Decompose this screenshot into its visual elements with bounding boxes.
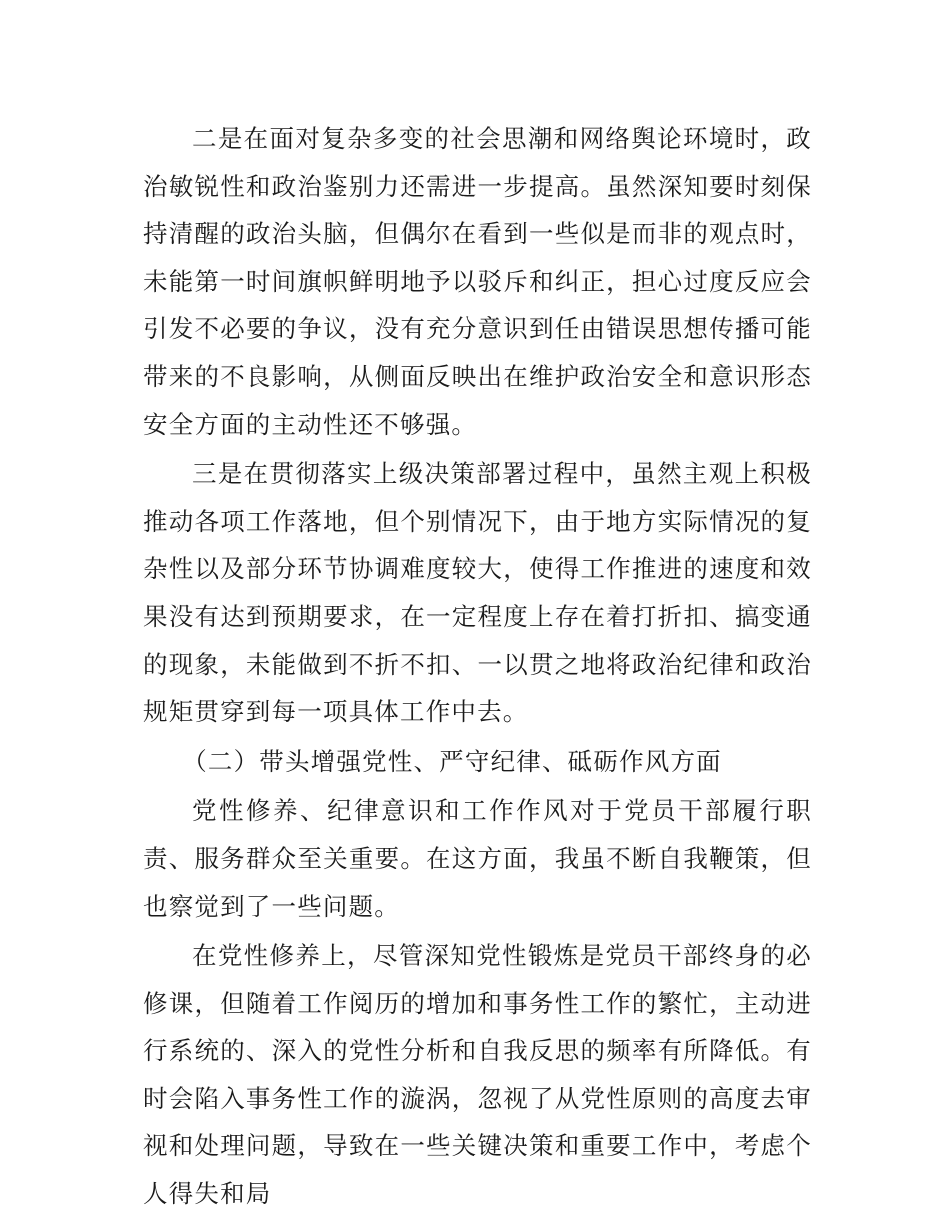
document-page: [143, 115, 812, 1218]
paragraph-party-cultivation: 在党性修养上，尽管深知党性锻炼是党员干部终身的必修课，但随着工作阅历的增加和事务性工作的繁忙，主动进行系统的、深入的党性分析和自我反思的频率有所降低。有时会陷入事务性工作的漩涡，忽视了从党性原则的高度去审视和处理问题，导致在一些关键决策和重要工作中，考虑个人得失和局: [143, 941, 812, 1209]
section-heading: （二）带头增强党性、严守纪律、砥砺作风方面: [182, 746, 722, 776]
paragraph-political-sensitivity: 二是在面对复杂多变的社会思潮和网络舆论环境时，政治敏锐性和政治鉴别力还需进一步提高。虽然深知要时刻保持清醒的政治头脑，但偶尔在看到一些似是而非的观点时，未能第一时间旗帜鲜明地予以驳斥和纠正，担心过度反应会引发不必要的争议，没有充分意识到任由错误思想传播可能带来的不良影响，从侧面反映出在维护政治安全和意识形态安全方面的主动性还不够强。: [143, 124, 812, 439]
paragraph-implementation: 三是在贯彻落实上级决策部署过程中，虽然主观上积极推动各项工作落地，但个别情况下，由于地方实际情况的复杂性以及部分环节协调难度较大，使得工作推进的速度和效果没有达到预期要求，在一定程度上存在着打折扣、搞变通的现象，未能做到不折不扣、一以贯之地将政治纪律和政治规矩贯穿到每一项具体工作中去。: [143, 459, 812, 727]
paragraph-party-spirit-intro: 党性修养、纪律意识和工作作风对于党员干部履行职责、服务群众至关重要。在这方面，我虽不断自我鞭策，但也察觉到了一些问题。: [143, 796, 812, 921]
